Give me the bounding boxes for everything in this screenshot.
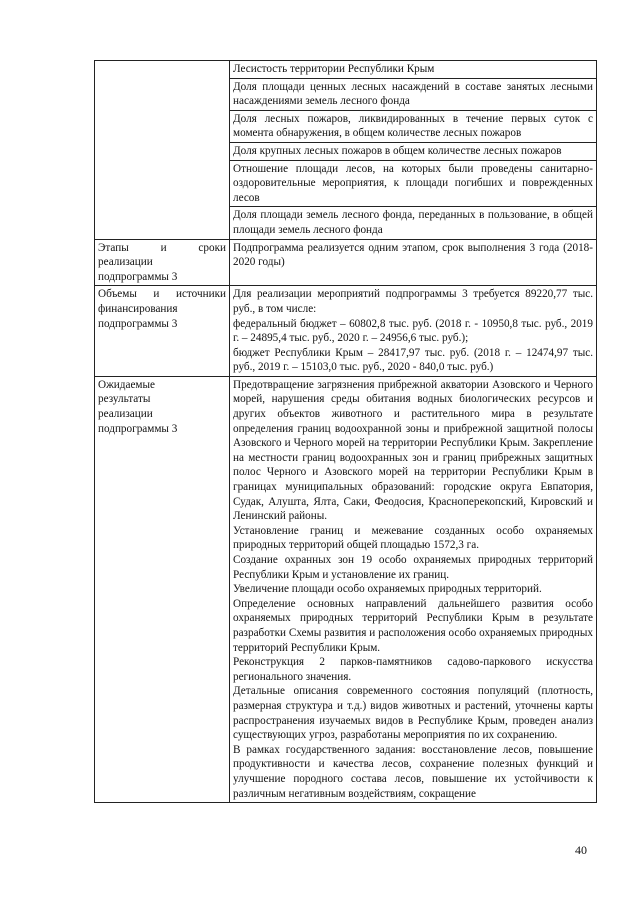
indicator-item: Доля крупных лесных пожаров в общем количестве лесных пожаров bbox=[230, 142, 596, 160]
expected-paragraph: Установление границ и межевание созданных особо охраняемых природных территорий общей площадью 1572,3 га. bbox=[233, 524, 593, 552]
program-table bbox=[94, 60, 596, 803]
expected-label-line: результаты bbox=[98, 393, 151, 406]
indicators-cell bbox=[230, 61, 597, 240]
expected-paragraph: Детальные описания современного состояния популяций (плотность, размерная структура и т.д.) видов животных и растений, уточнены карты распространения изучаемых видов в Республике Крым, проведен анализ существующих угроз, разработаны мероприятия по их сохранению. bbox=[233, 685, 593, 742]
funding-content bbox=[230, 286, 597, 377]
passport-table bbox=[94, 60, 597, 803]
stages-label-line: подпрограммы 3 bbox=[98, 270, 178, 283]
expected-paragraph: Предотвращение загрязнения прибрежной акватории Азовского и Черного морей, нарушения среды обитания водных биологических ресурсов и других объектов животного и растительного мира в результате определения границ водоохранной зоны и прибрежной защитной полосы Азовского и Черного морей на территории Республики Крым. Закрепление на местности границ водоохранных зон и границ прибрежных защитных полос Черного и Азовского морей на территории Республики Крым в границах муниципальных образований: городские округа Евпатория, Судак, Алушта, Ялта, Саки, Феодосия, Красноперекопский, Кировский и Ленинский районы. bbox=[233, 378, 593, 523]
expected-paragraph: Увеличение площади особо охраняемых природных территорий. bbox=[233, 583, 542, 596]
expected-content bbox=[230, 376, 597, 802]
stages-label bbox=[95, 239, 230, 286]
funding-label-line: Объемы и источники bbox=[98, 288, 226, 301]
expected-paragraph: Определение основных направлений дальнейшего развития особо охраняемых природных территорий Республики Крым в результате разработки Схемы развития и расположения особо охраняемых природных территорий Республики Крым. bbox=[233, 597, 593, 654]
indicator-item: Отношение площади лесов, на которых были проведены санитарно-оздоровительные мероприятия, к площади погибших и поврежденных лесов bbox=[230, 160, 596, 207]
funding-paragraph: федеральный бюджет – 60802,8 тыс. руб. (2018 г. - 10950,8 тыс. руб., 2019 г. – 24895,4 тыс. руб., 2020 г. – 24956,6 тыс. руб.); bbox=[233, 317, 593, 345]
expected-paragraph: В рамках государственного задания: восстановление лесов, повышение продуктивности и качества лесов, сохранение полезных функций и улучшение породного состава лесов, повышение их устойчивости к различным негативным воздействиям, сокращение bbox=[233, 743, 593, 800]
expected-label-line: реализации bbox=[98, 408, 153, 421]
expected-label bbox=[95, 376, 230, 802]
indicator-item: Доля площади земель лесного фонда, переданных в пользование, в общей площади земель лесного фонда bbox=[230, 206, 596, 238]
expected-label-line: Ожидаемые bbox=[98, 378, 155, 391]
funding-paragraph: Для реализации мероприятий подпрограммы 3 требуется 89220,77 тыс. руб., в том числе: bbox=[233, 288, 593, 315]
funding-label-line: финансирования bbox=[98, 302, 178, 315]
indicator-item: Лесистость территории Республики Крым bbox=[233, 63, 435, 75]
stages-row bbox=[95, 239, 597, 286]
indicators-label-cell bbox=[95, 61, 230, 240]
funding-row bbox=[95, 286, 597, 377]
expected-paragraph: Создание охранных зон 19 особо охраняемых природных территорий Республики Крым и установление их границ. bbox=[233, 554, 593, 581]
indicator-item: Доля лесных пожаров, ликвидированных в течение первых суток с момента обнаружения, в общем количестве лесных пожаров bbox=[230, 110, 596, 142]
expected-label-line: подпрограммы 3 bbox=[98, 422, 178, 435]
funding-paragraph: бюджет Республики Крым – 28417,97 тыс. руб. (2018 г. – 12474,97 тыс. руб., 2019 г. – 15103,0 тыс. руб., 2020 - 840,0 тыс. руб.) bbox=[233, 346, 593, 374]
stages-label-line: Этапы и сроки bbox=[98, 241, 226, 254]
expected-row bbox=[95, 376, 597, 802]
stages-content: Подпрограмма реализуется одним этапом, срок выполнения 3 года (2018-2020 годы) bbox=[230, 239, 597, 286]
funding-label bbox=[95, 286, 230, 377]
funding-label-line: подпрограммы 3 bbox=[98, 317, 178, 330]
expected-paragraph: Реконструкция 2 парков-памятников садово-паркового искусства регионального значения. bbox=[233, 656, 593, 683]
stages-label-line: реализации bbox=[98, 256, 153, 269]
page-number: 40 bbox=[575, 843, 587, 857]
indicators-row bbox=[95, 61, 597, 240]
indicator-item: Доля площади ценных лесных насаждений в составе занятых лесными насаждениями земель лесного фонда bbox=[230, 78, 596, 110]
